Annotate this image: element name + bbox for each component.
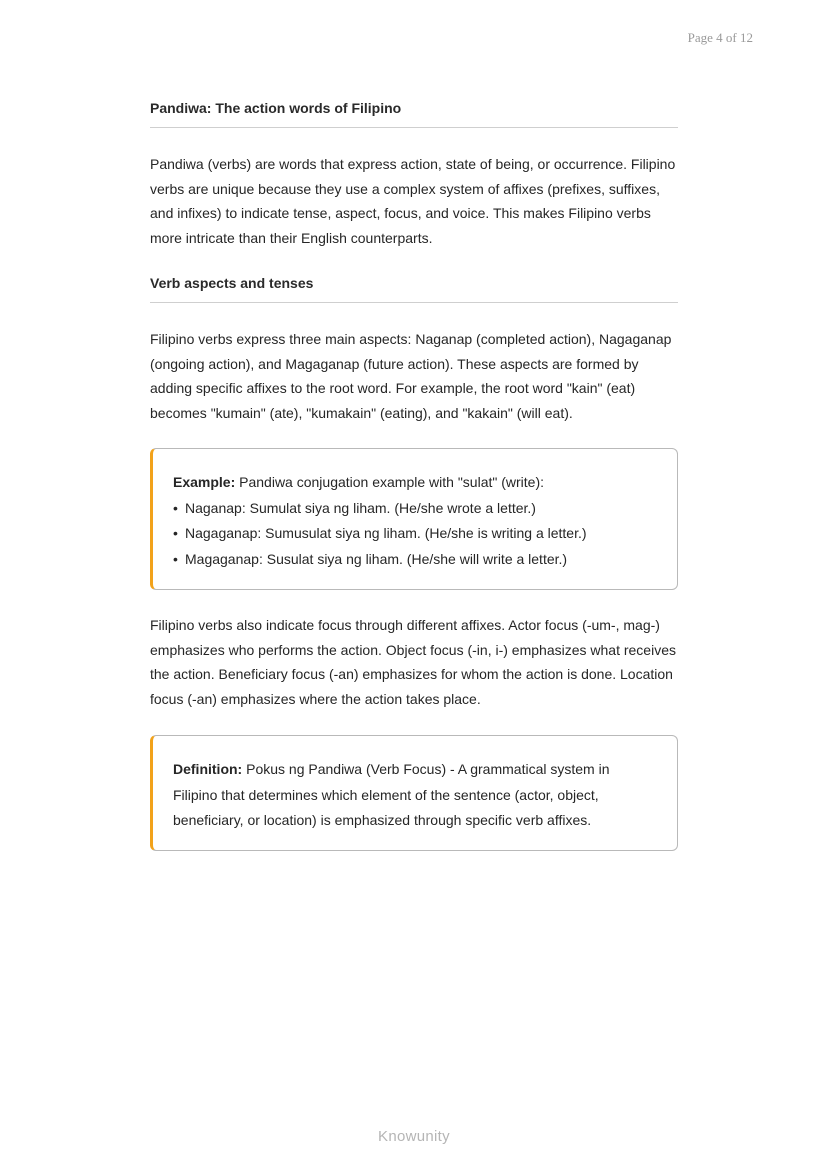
definition-text: Pokus ng Pandiwa (Verb Focus) - A grammatical system in Filipino that determines which element of the sentence (actor, object, beneficiary, or location) is emphasized through specific verb affixes. <box>173 761 610 828</box>
example-label: Example: <box>173 474 236 490</box>
knowunity-brand: Knowunity <box>378 1128 450 1145</box>
document-body <box>150 100 678 851</box>
paragraph-aspects: Filipino verbs express three main aspects: Naganap (completed action), Nagaganap (ongoing action), and Magaganap (future action). These aspects are formed by adding specific affixes to the root word. For example, the root word "kain" (eat) becomes "kumain" (ate), "kumakain" (eating), and "kakain" (will eat). <box>150 331 672 421</box>
paragraph-pandiwa-intro: Pandiwa (verbs) are words that express action, state of being, or occurrence. Filipino verbs are unique because they use a complex system of affixes (prefixes, suffixes, and infixes) to indicate tense, aspect, focus, and voice. This makes Filipino verbs more intricate than their English counterparts. <box>150 156 676 246</box>
example-item-magaganap: Magaganap: Susulat siya ng liham. (He/she will write a letter.) <box>185 550 568 567</box>
section-heading-aspects: Verb aspects and tenses <box>150 275 678 303</box>
definition-label: Definition: <box>173 761 243 777</box>
bullet-icon: • <box>173 550 178 567</box>
example-callout <box>150 448 678 590</box>
page-number: Page 4 of 12 <box>687 30 753 45</box>
example-intro: Pandiwa conjugation example with "sulat" (write): <box>235 474 545 490</box>
section-heading-pandiwa: Pandiwa: The action words of Filipino <box>150 100 678 128</box>
list-item <box>173 496 657 522</box>
list-item <box>173 547 657 573</box>
bullet-icon: • <box>173 525 178 541</box>
example-item-naganap: Naganap: Sumulat siya ng liham. (He/she wrote a letter.) <box>185 499 536 516</box>
paragraph-focus: Filipino verbs also indicate focus through different affixes. Actor focus (-um-, mag-) emphasizes who performs the action. Object focus (-in, i-) emphasizes what receives the action. Beneficiary focus (-an) emphasizes for whom the action is done. Location focus (-an) emphasizes where the action takes place. <box>150 617 676 707</box>
bullet-icon: • <box>173 499 178 516</box>
list-item <box>173 521 657 547</box>
example-list <box>173 496 657 573</box>
example-intro-line <box>173 470 657 496</box>
definition-callout <box>150 735 678 851</box>
example-item-nagaganap: Nagaganap: Sumusulat siya ng liham. (He/she is writing a letter.) <box>185 525 587 541</box>
